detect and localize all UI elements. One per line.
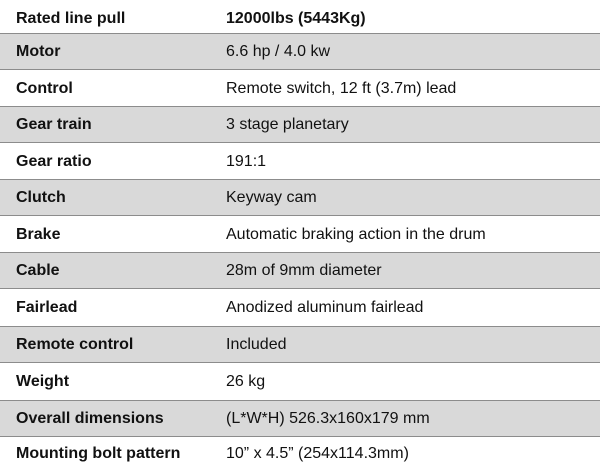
spec-label: Motor bbox=[16, 42, 61, 60]
spec-value: 10” x 4.5” (254x114.3mm) bbox=[226, 444, 409, 462]
spec-value: Anodized aluminum fairlead bbox=[226, 298, 424, 316]
table-row bbox=[0, 289, 600, 326]
spec-value: 6.6 hp / 4.0 kw bbox=[226, 42, 331, 60]
spec-label: Remote control bbox=[16, 335, 134, 353]
table-row bbox=[0, 106, 600, 143]
table-row bbox=[0, 400, 600, 437]
table-header-row bbox=[0, 0, 600, 37]
spec-value: Automatic braking action in the drum bbox=[226, 225, 486, 243]
table-row bbox=[0, 179, 600, 216]
spec-label: Brake bbox=[16, 225, 61, 243]
spec-value: 28m of 9mm diameter bbox=[226, 261, 382, 279]
spec-value: 3 stage planetary bbox=[226, 115, 349, 133]
spec-label: Clutch bbox=[16, 188, 66, 206]
spec-value: Keyway cam bbox=[226, 188, 317, 206]
spec-label: Gear train bbox=[16, 115, 92, 133]
table-row bbox=[0, 216, 600, 253]
table-row bbox=[0, 326, 600, 363]
spec-value: 12000lbs (5443Kg) bbox=[226, 9, 366, 27]
table-row bbox=[0, 70, 600, 107]
spec-label: Fairlead bbox=[16, 298, 78, 316]
spec-label: Weight bbox=[16, 372, 70, 390]
spec-value: Remote switch, 12 ft (3.7m) lead bbox=[226, 79, 457, 97]
spec-label: Control bbox=[16, 79, 73, 97]
table-row bbox=[0, 252, 600, 289]
spec-label: Mounting bolt pattern bbox=[16, 444, 181, 462]
spec-label: Cable bbox=[16, 261, 60, 279]
spec-value: 191:1 bbox=[226, 152, 267, 170]
table-row bbox=[0, 437, 600, 470]
spec-label: Rated line pull bbox=[16, 9, 126, 27]
spec-label: Overall dimensions bbox=[16, 409, 164, 427]
spec-value: Included bbox=[226, 335, 287, 353]
spec-value: (L*W*H) 526.3x160x179 mm bbox=[226, 409, 430, 427]
spec-label: Gear ratio bbox=[16, 152, 92, 170]
table-row bbox=[0, 143, 600, 180]
table-row bbox=[0, 363, 600, 400]
spec-value: 26 kg bbox=[226, 372, 266, 390]
table-row bbox=[0, 33, 600, 70]
